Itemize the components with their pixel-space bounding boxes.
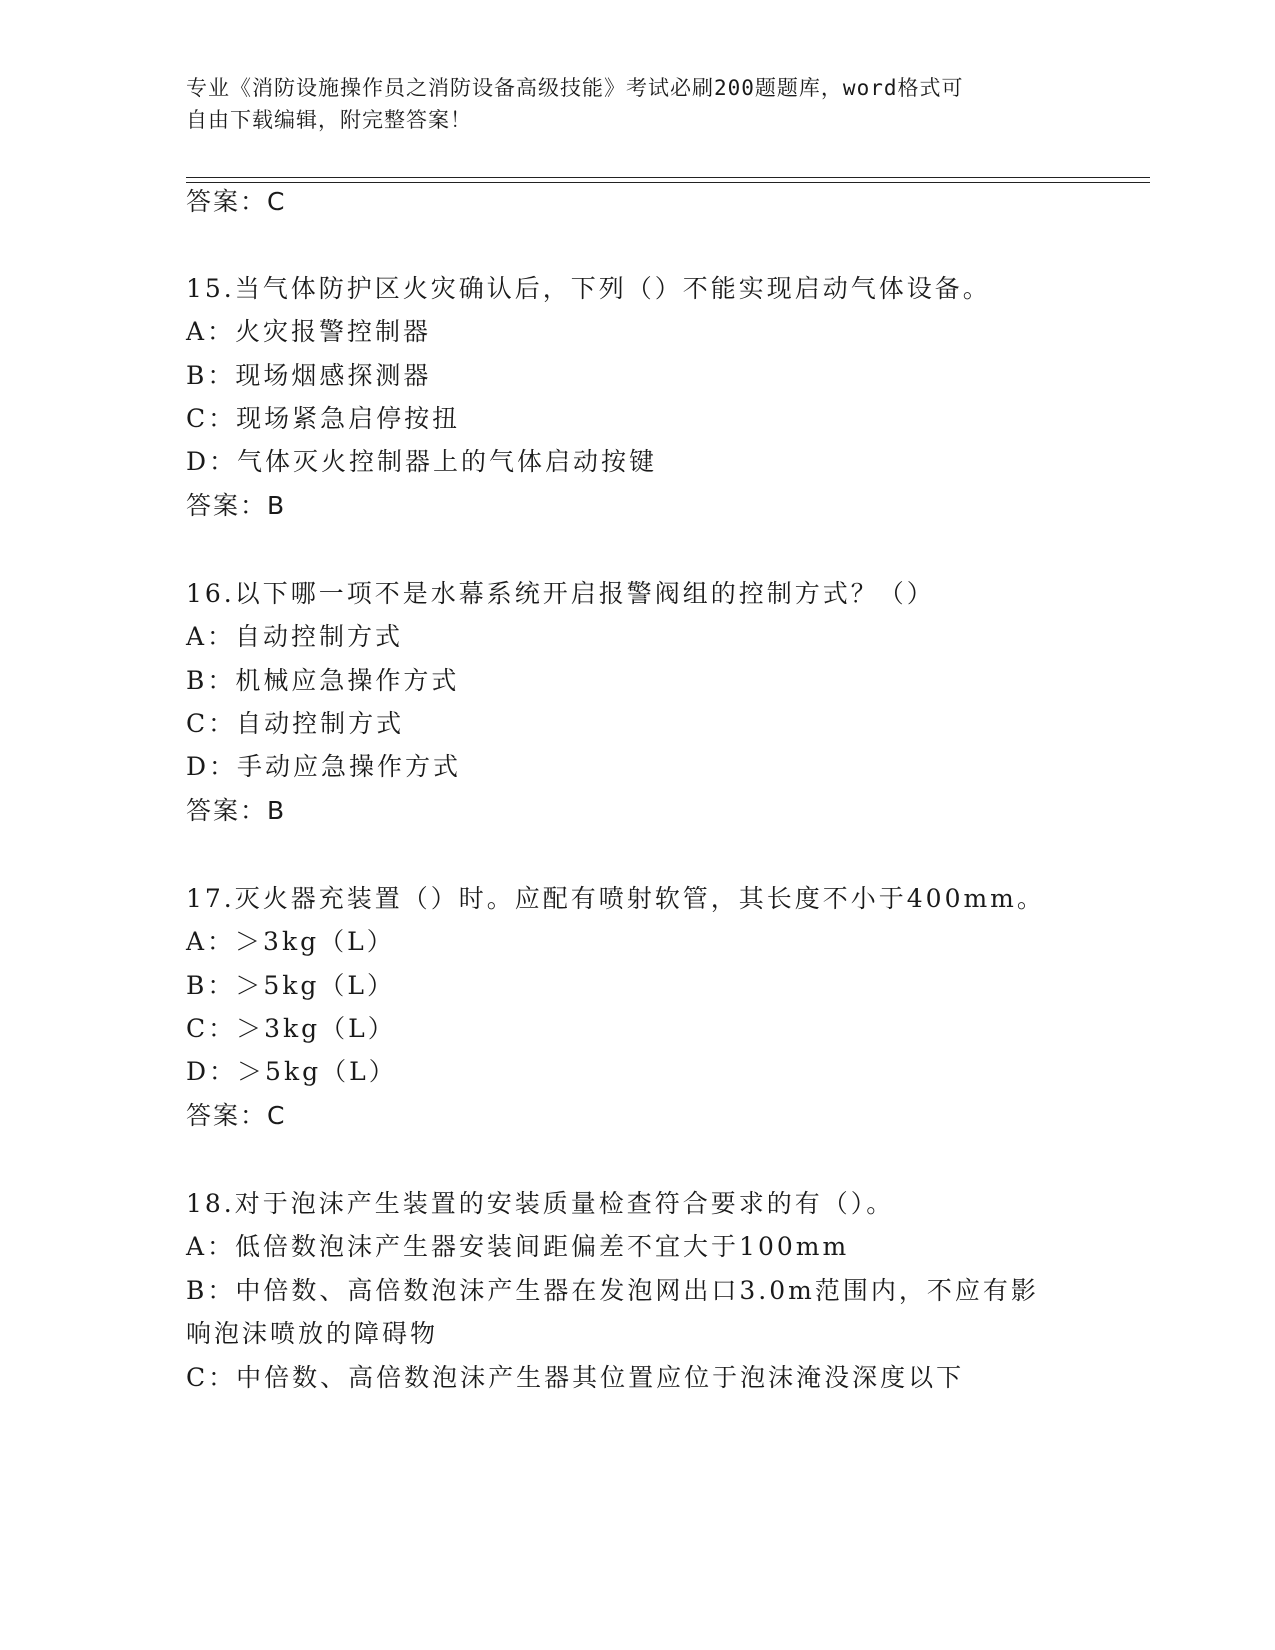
question-15-stem: 15.当气体防护区火灾确认后，下列（）不能实现启动气体设备。	[186, 274, 991, 303]
header-line-2: 自由下载编辑，附完整答案！	[186, 108, 472, 132]
question-17-option-a: A：＞3kg（L）	[186, 927, 395, 956]
header-line-1: 专业《消防设施操作员之消防设备高级技能》考试必刷200题题库，word格式可	[186, 76, 964, 100]
header-divider-top	[186, 177, 1150, 178]
question-16-option-d: D：手动应急操作方式	[186, 752, 462, 781]
question-15-option-c: C：现场紧急启停按扭	[186, 404, 461, 433]
question-17-stem: 17.灭火器充装置（）时。应配有喷射软管，其长度不小于400mm。	[186, 884, 1045, 913]
question-17-option-d: D：＞5kg（L）	[186, 1057, 397, 1086]
answer-previous: 答案：C	[186, 187, 287, 216]
document-header	[186, 72, 1066, 136]
question-15-option-a: A：火灾报警控制器	[186, 317, 432, 346]
question-18-option-b-continued: 响泡沫喷放的障碍物	[186, 1319, 439, 1348]
question-18-option-a: A：低倍数泡沫产生器安装间距偏差不宜大于100mm	[186, 1232, 850, 1261]
question-17-option-c: C：＞3kg（L）	[186, 1014, 396, 1043]
question-15-option-b: B：现场烟感探测器	[186, 361, 432, 390]
question-16-option-b: B：机械应急操作方式	[186, 666, 460, 695]
question-16-answer: 答案：B	[186, 796, 287, 825]
question-18-option-c: C：中倍数、高倍数泡沫产生器其位置应位于泡沫淹没深度以下	[186, 1363, 965, 1392]
question-18-option-b: B：中倍数、高倍数泡沫产生器在发泡网出口3.0m范围内，不应有影	[186, 1276, 1039, 1305]
question-16-option-a: A：自动控制方式	[186, 622, 404, 651]
question-18-stem: 18.对于泡沫产生装置的安装质量检查符合要求的有（）。	[186, 1189, 895, 1218]
question-17-answer: 答案：C	[186, 1101, 287, 1130]
question-16-stem: 16.以下哪一项不是水幕系统开启报警阀组的控制方式？（）	[186, 579, 935, 608]
question-15-answer: 答案：B	[186, 491, 287, 520]
header-divider-bottom	[186, 182, 1150, 183]
question-16-option-c: C：自动控制方式	[186, 709, 405, 738]
question-15-option-d: D：气体灭火控制器上的气体启动按键	[186, 447, 658, 476]
question-17-option-b: B：＞5kg（L）	[186, 971, 396, 1000]
